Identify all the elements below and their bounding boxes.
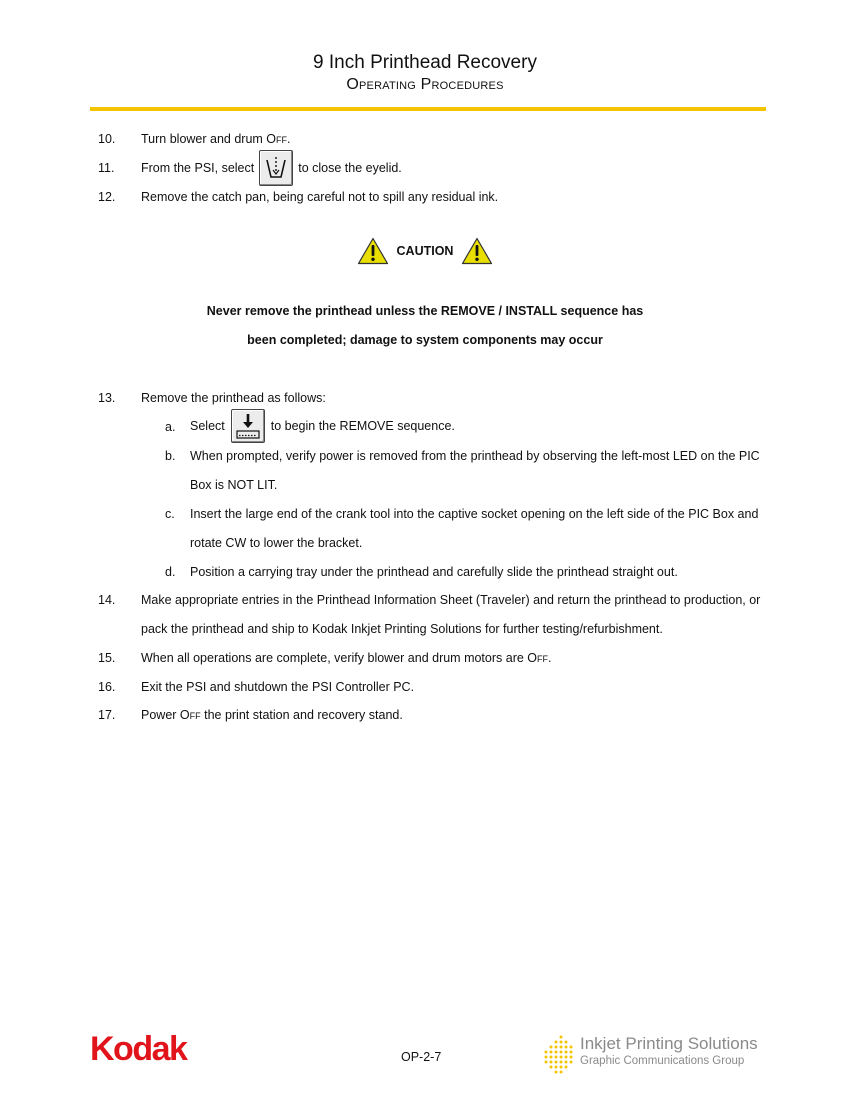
warning-icon xyxy=(357,237,389,265)
document-title: 9 Inch Printhead Recovery xyxy=(313,52,537,73)
page-header xyxy=(0,51,850,95)
document-subtitle: Operating Procedures xyxy=(346,76,504,93)
substep-text: Insert the large end of the crank tool into the captive socket opening on the left side of the PIC Box and xyxy=(190,507,759,521)
caution-banner xyxy=(0,237,850,268)
brand-name: Inkjet Printing Solutions xyxy=(580,1034,758,1053)
substep-text: rotate CW to lower the bracket. xyxy=(190,536,363,550)
brand-group: Graphic Communications Group xyxy=(580,1055,745,1067)
substep-text: Position a carrying tray under the printhead and carefully slide the printhead straight out. xyxy=(190,565,678,579)
caution-text-line1: Never remove the printhead unless the REMOVE / INSTALL sequence has xyxy=(206,304,644,318)
step-number: 16. xyxy=(98,680,116,694)
step-text: Remove the printhead as follows: xyxy=(141,391,326,405)
step-number: 13. xyxy=(98,391,116,405)
substep-text: Box is NOT LIT. xyxy=(190,478,278,492)
step-text: Turn blower and drum Off. xyxy=(141,132,291,146)
eyelid-close-icon xyxy=(259,150,293,186)
step-number: 17. xyxy=(98,708,116,722)
step-text: Make appropriate entries in the Printhead Information Sheet (Traveler) and return the printhead to production, or xyxy=(141,593,761,607)
step-text: When all operations are complete, verify blower and drum motors are Off. xyxy=(141,651,552,665)
substep-label: c. xyxy=(165,507,175,521)
page-number: OP-2-7 xyxy=(401,1050,442,1064)
header-divider xyxy=(90,107,766,111)
remove-down-arrow-icon xyxy=(231,409,265,443)
step-number: 12. xyxy=(98,190,116,204)
caution-label: CAUTION xyxy=(396,244,454,258)
step-text: Remove the catch pan, being careful not to spill any residual ink. xyxy=(141,190,499,204)
substep-label: d. xyxy=(165,565,176,579)
step-text: From the PSI, select to close the eyelid. xyxy=(141,150,402,186)
substep-text: Select to begin the REMOVE sequence. xyxy=(190,409,455,443)
caution-text-line2: been completed; damage to system components may occur xyxy=(247,333,603,347)
step-number: 15. xyxy=(98,651,116,665)
dot-matrix-logo-icon xyxy=(543,1034,573,1076)
substep-label: b. xyxy=(165,449,176,463)
substep-text: When prompted, verify power is removed from the printhead by observing the left-most LED on the PIC xyxy=(190,449,760,463)
step-number: 14. xyxy=(98,593,116,607)
inkjet-brand xyxy=(543,1034,758,1076)
kodak-logo xyxy=(90,1031,200,1068)
kodak-logo-text: Kodak xyxy=(90,1031,187,1065)
substep-label: a. xyxy=(165,420,176,434)
warning-icon xyxy=(461,237,493,265)
step-number: 11. xyxy=(98,161,115,175)
step-text: Exit the PSI and shutdown the PSI Controller PC. xyxy=(141,680,415,694)
step-text: pack the printhead and ship to Kodak Inkjet Printing Solutions for further testing/refurbishment. xyxy=(141,622,663,636)
step-text: Power Off the print station and recovery stand. xyxy=(141,708,403,722)
step-number: 10. xyxy=(98,132,116,146)
